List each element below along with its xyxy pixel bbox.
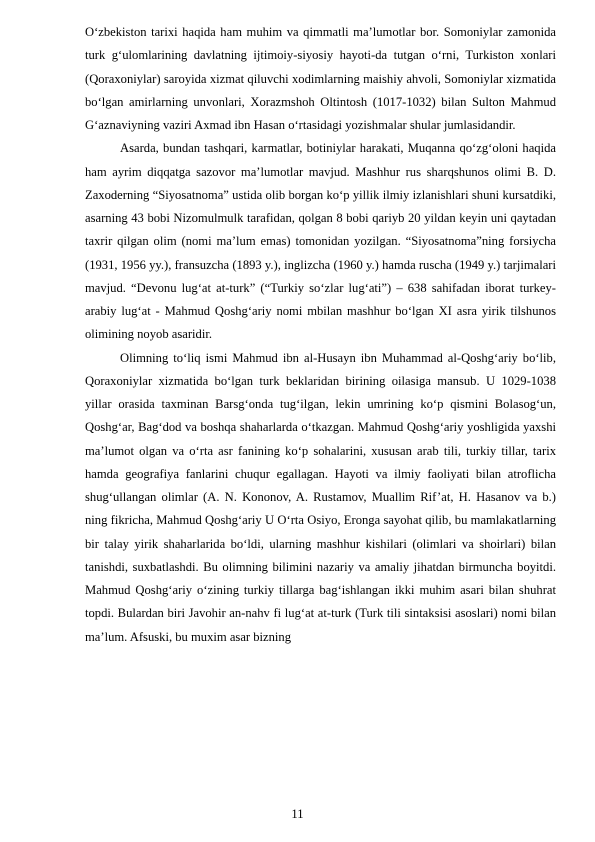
paragraph-1: O‘zbekiston tarixi haqida ham muhim va qimmatli ma’lumotlar bor. Somoniylar zamonida turk g‘ulomlarining davlatning ijtimoiy-siyosiy hayoti-da tutgan o‘rni, Turkiston xonlari (Qoraxoniylar) saroyida xizmat qiluvchi xodimlarning maishiy ahvoli, Somoniylar xizmatida bo‘lgan amirlarning unvonlari, Xorazmshoh Oltintosh (1017-1032) bilan Sulton Mahmud G‘aznaviyning vaziri Axmad ibn Hasan o‘rtasidagi yozishmalar shular jumlasidandir. — [85, 25, 556, 132]
paragraph-3: Olimning to‘liq ismi Mahmud ibn al-Husayn ibn Muhammad al-Qoshg‘ariy bo‘lib, Qoraxoniylar xizmatida bo‘lgan turk beklaridan birining oilasiga mansub. U 1029-1038 yillar orasida taxminan Barsg‘onda tug‘ilgan, lekin umrining ko‘p qismini Bolasog‘un, Qoshg‘ar, Bag‘dod va boshqa shaharlarda o‘tkazgan. Mahmud Qoshg‘ariy yoshligida yaxshi ma’lumot olgan va o‘rta asr fanining ko‘p sohalarini, xususan arab tili, turkiy tillar, tarix hamda geografiya fanlarini chuqur egallagan. Hayoti va ilmiy faoliyati bilan atroflicha shug‘ullangan olimlar (A. N. Kononov, A. Rustamov, Muallim Rif’at, H. Hasanov va b.) ning fikricha, Mahmud Qoshg‘ariy U O‘rta Osiyo, Eronga sayohat qilib, bu mamlakatlarning bir talay yirik shaharlarida bo‘ldi, ularning mashhur kishilari (olimlari va shoirlari) bilan tanishdi, suxbatlashdi. Bu olimning bilimini nazariy va amaliy jihatdan birmuncha boyitdi. Mahmud Qoshg‘ariy o‘zining turkiy tillarga bag‘ishlangan ikki muhim asari bilan shuhrat topdi. Bulardan biri Javohir an-nahv fi lug‘at at-turk (Turk tili sintaksisi asoslari) nomi bilan ma’lum. Afsuski, bu muxim asar bizning — [85, 350, 556, 644]
paragraph-2: Asarda, bundan tashqari, karmatlar, botiniylar harakati, Muqanna qo‘zg‘oloni haqida ham ayrim diqqatga sazovor ma’lumotlar mavjud. Mashhur rus sharqshunos olimi B. D. Zaxoderning “Siyosatnoma” ustida olib borgan ko‘p yillik ilmiy izlanishlari shuni kursatdiki, asarning 43 bobi Nizomulmulk tarafidan, qolgan 8 bobi qariyb 20 yildan keyin uni qaytadan taxrir qilgan olim (nomi ma’lum emas) tomonidan yozilgan. “Siyosatnoma”ning forsiycha (1931, 1956 yy.), fransuzcha (1893 y.), inglizcha (1960 y.) hamda ruscha (1949 y.) tarjimalari mavjud. “Devonu lug‘at at-turk” (“Turkiy so‘zlar lug‘ati”) – 638 sahifadan iborat turkey-arabiy lug‘at - Mahmud Qoshg‘ariy nomi mbilan mashhur bo‘lgan XI asra yirik tilshunos olimining noyob asaridir. — [85, 141, 556, 342]
page-number: 11 — [291, 807, 304, 821]
document-page — [85, 21, 556, 649]
